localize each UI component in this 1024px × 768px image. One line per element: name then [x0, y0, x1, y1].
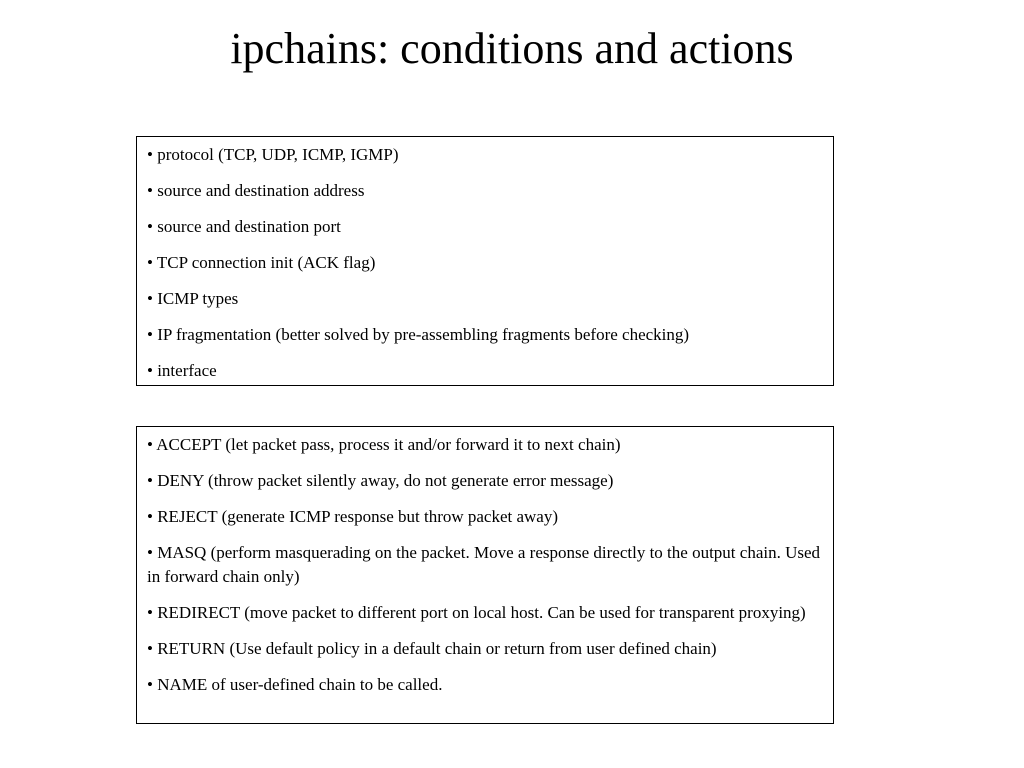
- condition-item-icmp-types: [147, 287, 823, 311]
- condition-item-address: [147, 179, 823, 203]
- condition-item-text: TCP connection init (ACK flag): [156, 253, 376, 272]
- conditions-box: [136, 136, 834, 386]
- actions-box: [136, 426, 834, 724]
- bullet-icon: •: [147, 289, 153, 308]
- action-item-reject: [147, 505, 823, 529]
- condition-item-text: ICMP types: [157, 289, 239, 308]
- bullet-icon: •: [147, 145, 153, 164]
- action-item-text: REDIRECT (move packet to different port on local host. Can be used for transparent proxying): [157, 603, 806, 622]
- slide-title: ipchains: conditions and actions: [230, 24, 794, 73]
- action-item-name: [147, 673, 823, 697]
- condition-item-protocol: [147, 143, 823, 167]
- condition-item-interface: [147, 359, 823, 383]
- condition-item-text: protocol (TCP, UDP, ICMP, IGMP): [157, 145, 399, 164]
- condition-item-fragmentation: [147, 323, 823, 347]
- action-item-text: REJECT (generate ICMP response but throw packet away): [157, 507, 559, 526]
- bullet-icon: •: [147, 675, 153, 694]
- action-item-masq: [147, 541, 823, 589]
- bullet-icon: •: [147, 325, 153, 344]
- condition-item-text: IP fragmentation (better solved by pre-assembling fragments before checking): [157, 325, 690, 344]
- bullet-icon: •: [147, 181, 153, 200]
- action-item-text: ACCEPT (let packet pass, process it and/or forward it to next chain): [156, 435, 621, 454]
- bullet-icon: •: [147, 639, 153, 658]
- condition-item-text: interface: [157, 361, 217, 380]
- bullet-icon: •: [147, 217, 153, 236]
- condition-item-text: source and destination address: [157, 181, 365, 200]
- bullet-icon: •: [147, 361, 153, 380]
- action-item-deny: [147, 469, 823, 493]
- action-item-text: RETURN (Use default policy in a default chain or return from user defined chain): [157, 639, 717, 658]
- action-item-text: NAME of user-defined chain to be called.: [157, 675, 443, 694]
- bullet-icon: •: [147, 543, 153, 562]
- bullet-icon: •: [147, 471, 153, 490]
- condition-item-tcp-init: [147, 251, 823, 275]
- action-item-text: MASQ (perform masquerading on the packet. Move a response directly to the output chain. Used in forward chain only): [147, 543, 821, 586]
- condition-item-text: source and destination port: [157, 217, 341, 236]
- action-item-text: DENY (throw packet silently away, do not generate error message): [157, 471, 614, 490]
- bullet-icon: •: [147, 603, 153, 622]
- action-item-redirect: [147, 601, 823, 625]
- condition-item-port: [147, 215, 823, 239]
- action-item-accept: [147, 433, 823, 457]
- bullet-icon: •: [147, 507, 153, 526]
- action-item-return: [147, 637, 823, 661]
- bullet-icon: •: [147, 435, 153, 454]
- bullet-icon: •: [147, 253, 153, 272]
